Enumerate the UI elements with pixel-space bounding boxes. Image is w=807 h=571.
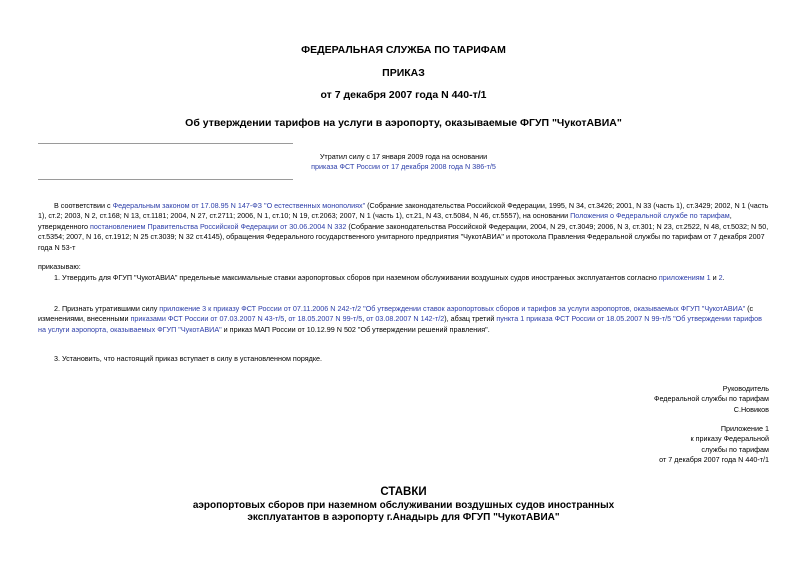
doc-type-heading: ПРИКАЗ (382, 67, 425, 79)
item-2-text-2: (с изменениями, внесенными (38, 304, 754, 324)
paragraph-1-order-99-link[interactable]: пункта 1 приказа ФСТ России от 18.05.2007 N 99-т/5 "Об утверждении тарифов на услуги аэропорта, оказываемых ФГУП "ЧукотАВИА" (38, 314, 762, 334)
government-decree-link[interactable]: постановлением Правительства Российской Федерации от 30.06.2004 N 332 (90, 221, 347, 231)
annulled-text: Утратил силу с 17 января 2009 года на основании (319, 152, 488, 161)
signature-block (654, 384, 769, 415)
appendix-line-3: службы по тарифам (701, 444, 769, 454)
doc-date-number: от 7 декабря 2007 года N 440-т/1 (320, 89, 487, 101)
annulled-link[interactable]: приказа ФСТ России от 17 декабря 2008 года N 386-т/5 (311, 162, 496, 172)
rates-subtitle-2: эксплуатантов в аэропорту г.Анадырь для ФГУП "ЧукотАВИА" (247, 512, 560, 523)
signature-agency: Федеральной службы по тарифам (654, 394, 769, 404)
item-1-text-1: 1. Утвердить для ФГУП "ЧукотАВИА" предельные максимальные ставки аэропортовых сборов при наземном обслуживании воздушных судов иностранных эксплуатантов согласно (54, 273, 659, 282)
item-2-text-1: 2. Признать утратившими силу (54, 304, 160, 313)
preamble-text-3: , утвержденного (38, 211, 732, 231)
separator-top (38, 143, 293, 144)
separator-bottom (38, 179, 293, 180)
preamble-paragraph (38, 201, 771, 253)
item-2-text-5: ), абзац третий (444, 314, 497, 324)
appendix-number: Приложение 1 (720, 424, 769, 433)
order-word: приказываю: (38, 262, 81, 271)
item-1 (38, 273, 771, 283)
appendix-line-4: от 7 декабря 2007 года N 440-т/1 (659, 455, 769, 465)
appendix-block (659, 424, 769, 466)
order-142-link[interactable]: от 03.08.2007 N 142-т/2 (366, 314, 445, 324)
preamble-text-4: (Собрание законодательства Российской Федерации, 2004, N 29, ст.3049; 2006, N 3, ст.301; N 23, ст.2522, N 48, ст.5032; N 50, ст.5354; 2007, N 16, ст.1912; N 25 ст.3039; N 32 ст.4145), обращения Федерального государственного унитарного предприятия "ЧукотАВИА" и протокола Правления Федеральной службы по тарифам от 7 декабря 2007 года N 53-т (38, 221, 769, 252)
order-43-link[interactable]: приказами ФСТ России от 07.03.2007 N 43-т/5 (130, 314, 285, 324)
preamble-text-1: В соответствии с (54, 201, 113, 210)
item-2 (38, 304, 771, 335)
item-2-text-4: , (362, 314, 367, 324)
annex-3-order-link[interactable]: приложение 3 к приказу ФСТ России от 07.11.2006 N 242-т/2 "Об утверждении ставок аэропортовых сборов и тарифов за услуги аэропортов, оказываемых ФГУП "ЧукотАВИА" (159, 304, 746, 313)
signature-name: С.Новиков (733, 404, 769, 414)
federal-law-link[interactable]: Федеральным законом от 17.08.95 N 147-ФЗ "О естественных монополиях" (112, 201, 366, 210)
order-99-link[interactable]: от 18.05.2007 N 99-т/5 (288, 314, 363, 324)
doc-title: Об утверждении тарифов на услуги в аэропорту, оказываемые ФГУП "ЧукотАВИА" (185, 117, 622, 129)
item-2-text-3: , (284, 314, 289, 324)
fst-regulation-link[interactable]: Положения о Федеральной службе по тарифам (570, 211, 730, 221)
item-3: 3. Установить, что настоящий приказ вступает в силу в установленном порядке. (54, 354, 323, 363)
item-2-text-6: и приказ МАП России от 10.12.99 N 502 "Об утверждении решений правления". (221, 324, 490, 334)
item-1-text-3: . (722, 273, 725, 282)
rates-subtitle-1: аэропортовых сборов при наземном обслуживании воздушных судов иностранных (192, 500, 615, 511)
agency-heading: ФЕДЕРАЛЬНАЯ СЛУЖБА ПО ТАРИФАМ (301, 44, 506, 56)
preamble-text-2: (Собрание законодательства Российской Федерации, 1995, N 34, ст.3426; 2001, N 33 (часть 1), ст.3429; 2002, N 1 (часть 1), ст.2; 2003, N 2, ст.168; N 13, ст.1181; 2004, N 27, ст.2711; 2006, N 1, ст.10; N 19, ст.2063; 2007, N 1 (часть 1), ст.21, N 43, ст.5084, N 46, ст.5557), на основании (38, 201, 769, 221)
appendix-line-2: к приказу Федеральной (690, 434, 769, 444)
signature-position: Руководитель (722, 384, 769, 393)
annulled-note (0, 152, 807, 173)
item-1-text-2: и (710, 273, 719, 282)
rates-title: СТАВКИ (380, 486, 427, 498)
appendix-2-link[interactable]: 2 (718, 273, 723, 282)
appendix-1-link[interactable]: приложениям 1 (658, 273, 711, 282)
